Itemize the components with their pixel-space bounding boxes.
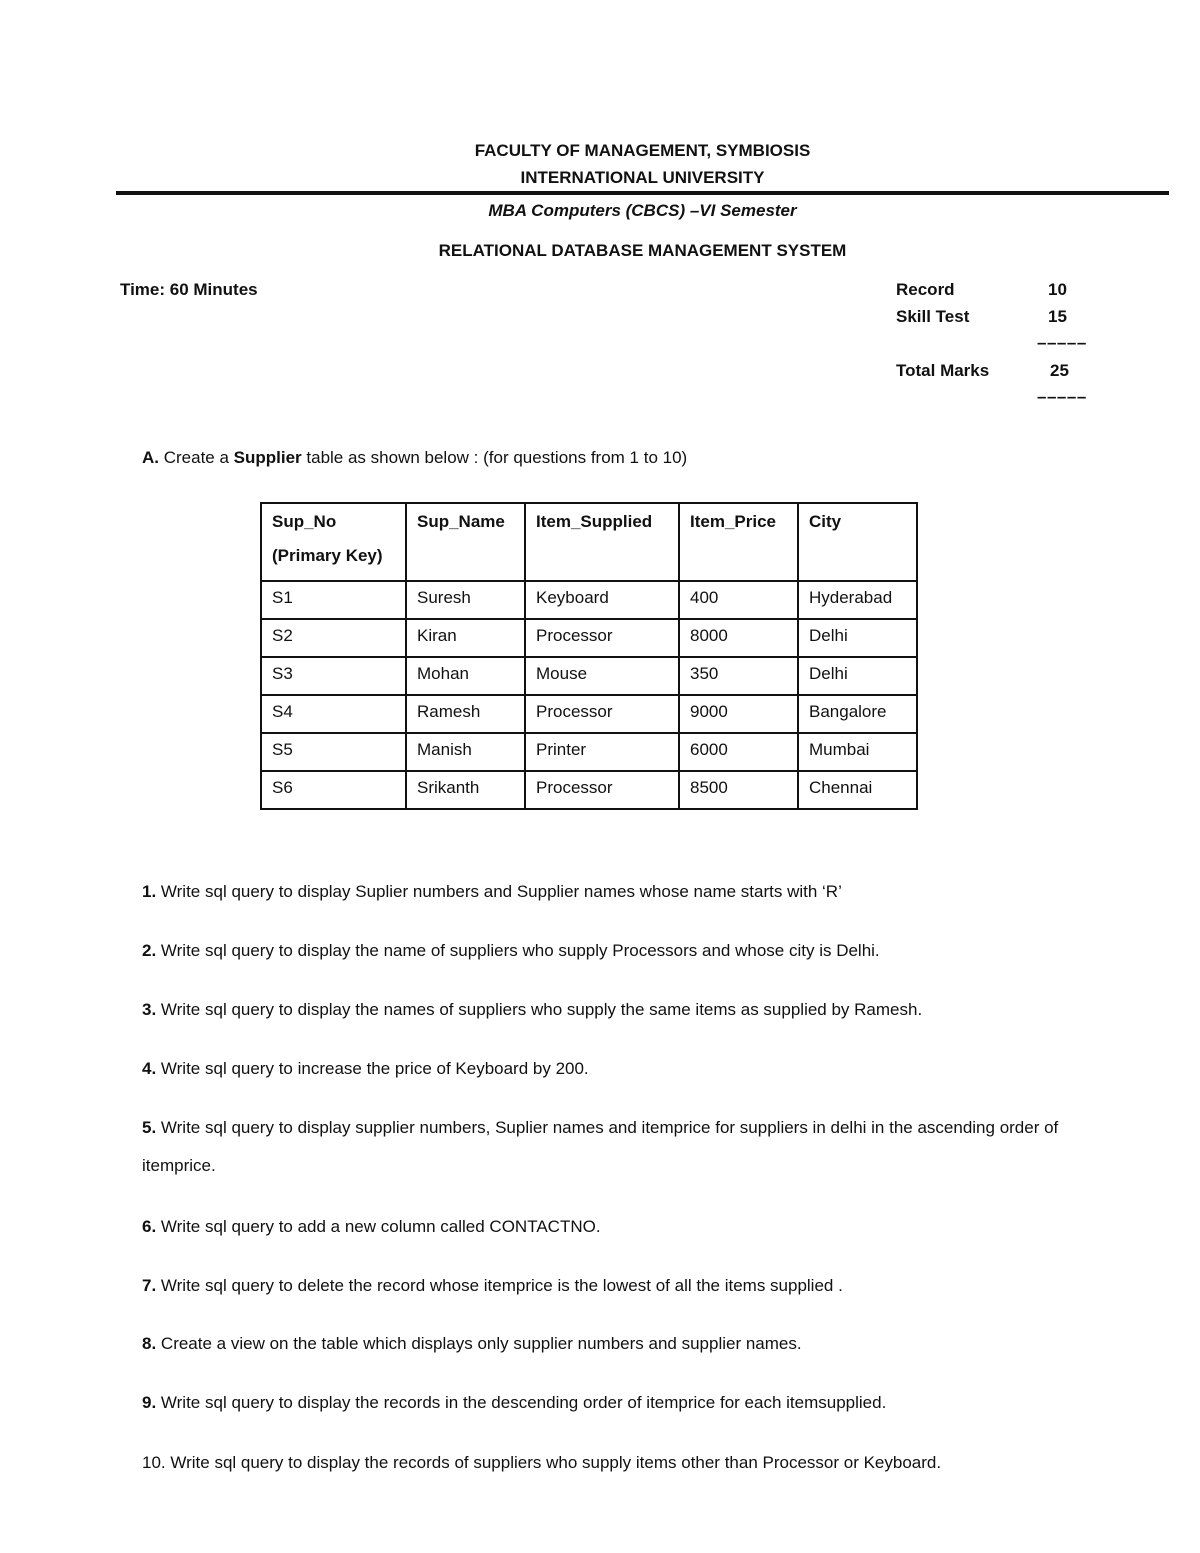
table-cell: S1 — [261, 581, 406, 619]
question-number: 2. — [142, 941, 157, 960]
question-number: 3. — [142, 1000, 157, 1019]
total-marks-value: 25 — [1050, 361, 1069, 380]
header-rule — [116, 191, 1169, 195]
table-cell: S5 — [261, 733, 406, 771]
question-9 — [142, 1384, 1082, 1422]
header-cell-sup-name: Sup_Name — [406, 503, 525, 581]
section-a-table-name: Supplier — [233, 448, 302, 467]
question-10 — [142, 1444, 1082, 1482]
institution-name-line1: FACULTY OF MANAGEMENT, SYMBIOSIS — [474, 141, 811, 160]
question-1 — [142, 873, 1082, 911]
table-cell: Manish — [406, 733, 525, 771]
question-number: 9. — [142, 1393, 157, 1412]
table-cell: Delhi — [798, 619, 917, 657]
table-row — [261, 619, 917, 657]
table-cell: S4 — [261, 695, 406, 733]
header-cell-item-price: Item_Price — [679, 503, 798, 581]
section-a-prefix: A. — [142, 448, 159, 467]
question-text: Write sql query to display the records in the descending order of itemprice for each itemsupplied. — [156, 1393, 887, 1412]
skill-test-label: Skill Test — [896, 307, 970, 326]
question-text: Write sql query to display supplier numbers, Suplier names and itemprice for suppliers in delhi in the ascending order of itemprice. — [142, 1118, 1059, 1175]
table-cell: Delhi — [798, 657, 917, 695]
question-text: Write sql query to add a new column called CONTACTNO. — [156, 1217, 601, 1236]
table-cell: S3 — [261, 657, 406, 695]
header-cell-city: City — [798, 503, 917, 581]
question-text: Write sql query to display the name of suppliers who supply Processors and whose city is Delhi. — [156, 941, 880, 960]
table-row — [261, 657, 917, 695]
question-6 — [142, 1208, 1082, 1246]
question-5 — [142, 1109, 1082, 1185]
header-cell-sup-no — [261, 503, 406, 581]
marks-divider-2: ––––– — [1037, 387, 1087, 406]
question-7 — [142, 1267, 1082, 1305]
table-cell: Chennai — [798, 771, 917, 809]
table-row — [261, 733, 917, 771]
table-cell: 6000 — [679, 733, 798, 771]
table-cell: S2 — [261, 619, 406, 657]
header-sup-no: Sup_No — [272, 512, 337, 531]
table-cell: Keyboard — [525, 581, 679, 619]
question-text: Write sql query to display the names of suppliers who supply the same items as supplied by Ramesh. — [156, 1000, 923, 1019]
section-a-text-1: Create a — [159, 448, 234, 467]
record-label: Record — [896, 280, 955, 299]
question-3 — [142, 991, 1082, 1029]
table-cell: 8500 — [679, 771, 798, 809]
question-number: 8. — [142, 1334, 157, 1353]
subject-title: RELATIONAL DATABASE MANAGEMENT SYSTEM — [438, 241, 847, 260]
section-a-text-2: table as shown below : (for questions from 1 to 10) — [301, 448, 688, 467]
question-text: Write sql query to display the records of suppliers who supply items other than Processor or Keyboard. — [165, 1453, 942, 1472]
table-cell: Mohan — [406, 657, 525, 695]
table-cell: S6 — [261, 771, 406, 809]
institution-name-line2: INTERNATIONAL UNIVERSITY — [520, 168, 765, 187]
question-text: Write sql query to increase the price of Keyboard by 200. — [156, 1059, 589, 1078]
table-cell: Ramesh — [406, 695, 525, 733]
table-cell: 8000 — [679, 619, 798, 657]
table-cell: Processor — [525, 695, 679, 733]
table-cell: Hyderabad — [798, 581, 917, 619]
table-cell: Printer — [525, 733, 679, 771]
question-2 — [142, 932, 1082, 970]
table-cell: 400 — [679, 581, 798, 619]
question-number: 1. — [142, 882, 157, 901]
header-cell-item-supplied: Item_Supplied — [525, 503, 679, 581]
skill-test-value: 15 — [1048, 307, 1067, 326]
question-number: 6. — [142, 1217, 157, 1236]
header-primary-key-note: (Primary Key) — [272, 546, 383, 565]
question-text: Create a view on the table which displays only supplier numbers and supplier names. — [156, 1334, 802, 1353]
table-cell: Processor — [525, 619, 679, 657]
section-a-instruction — [142, 448, 687, 468]
question-number: 5. — [142, 1118, 157, 1137]
supplier-table — [260, 502, 918, 810]
table-row — [261, 695, 917, 733]
table-cell: Kiran — [406, 619, 525, 657]
question-8 — [142, 1325, 1082, 1363]
marks-divider-1: ––––– — [1037, 333, 1087, 352]
table-cell: Mumbai — [798, 733, 917, 771]
total-marks-label: Total Marks — [896, 361, 990, 380]
question-number: 7. — [142, 1276, 157, 1295]
table-header-row — [261, 503, 917, 581]
table-cell: Suresh — [406, 581, 525, 619]
table-cell: Bangalore — [798, 695, 917, 733]
table-row — [261, 581, 917, 619]
time-allowed: Time: 60 Minutes — [120, 280, 258, 299]
record-value: 10 — [1048, 280, 1067, 299]
question-number: 4. — [142, 1059, 157, 1078]
question-number: 10. — [142, 1453, 166, 1472]
question-text: Write sql query to delete the record whose itemprice is the lowest of all the items supplied . — [156, 1276, 843, 1295]
question-text: Write sql query to display Suplier numbers and Supplier names whose name starts with ‘R’ — [156, 882, 842, 901]
table-row — [261, 771, 917, 809]
table-cell: Mouse — [525, 657, 679, 695]
question-4 — [142, 1050, 1082, 1088]
table-cell: 9000 — [679, 695, 798, 733]
table-cell: Processor — [525, 771, 679, 809]
table-cell: 350 — [679, 657, 798, 695]
course-title: MBA Computers (CBCS) –VI Semester — [488, 201, 797, 220]
table-cell: Srikanth — [406, 771, 525, 809]
